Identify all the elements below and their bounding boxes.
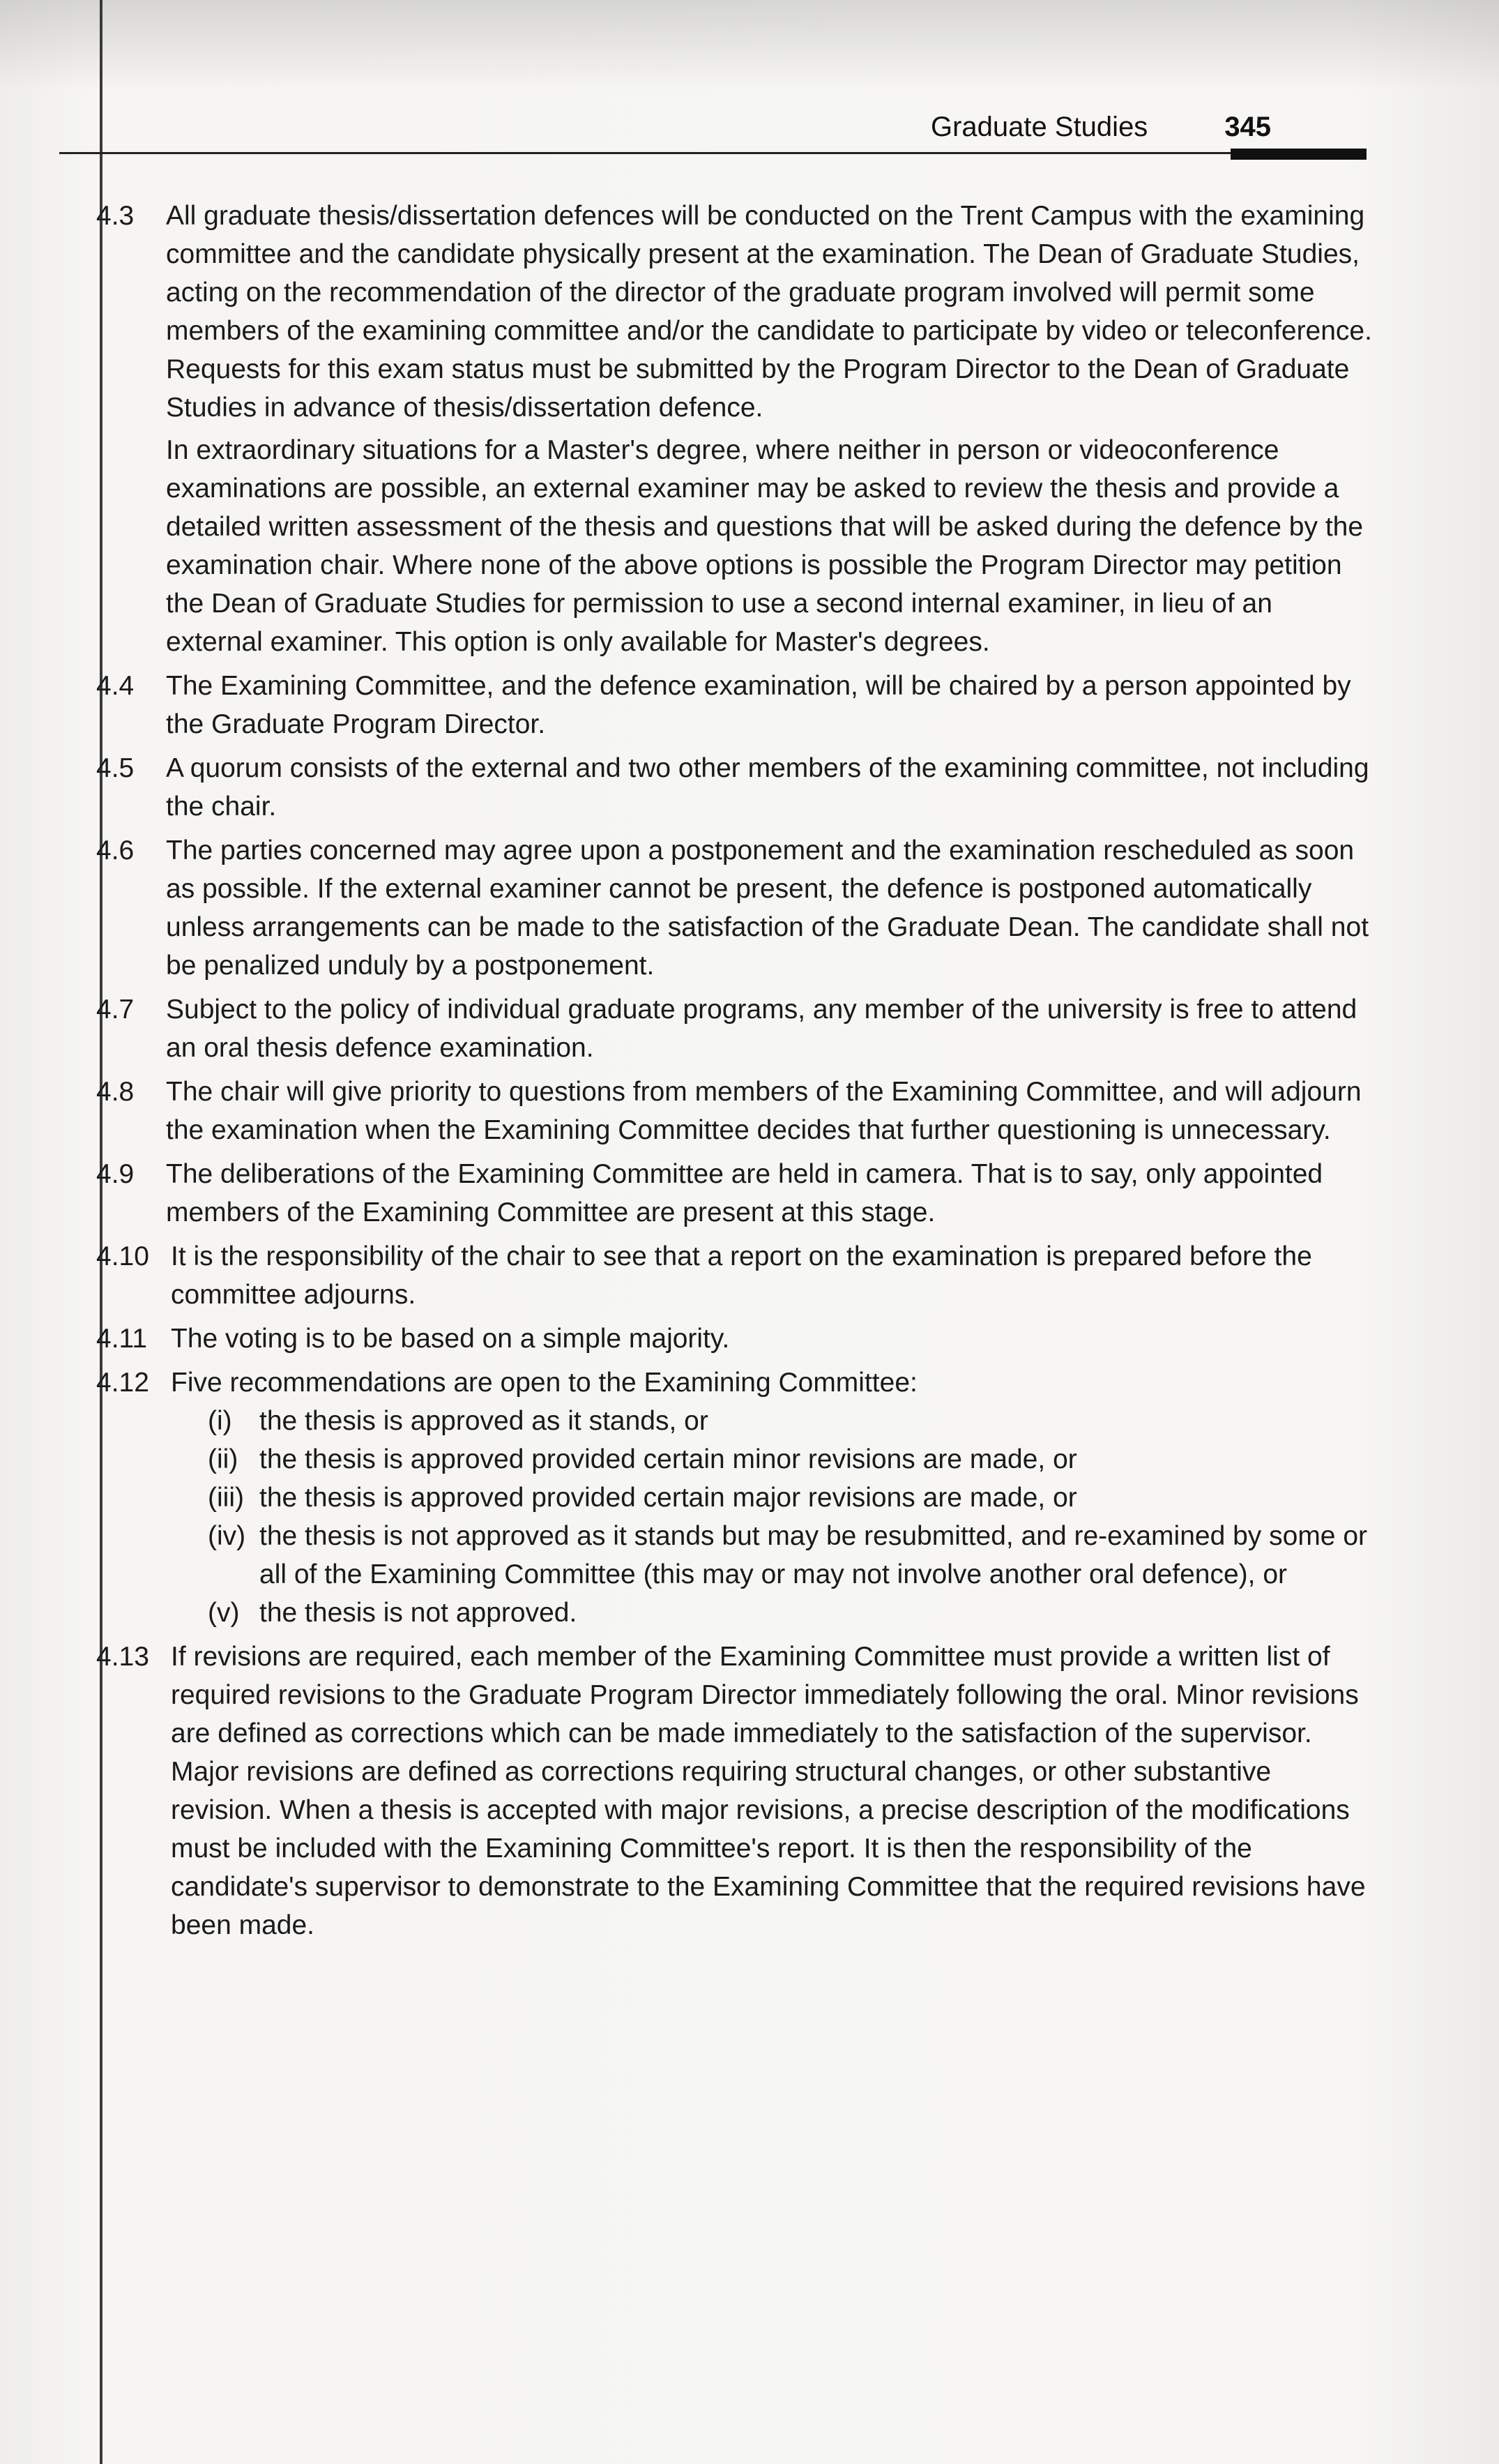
section-number: 4.9 <box>96 1159 135 1189</box>
option-text: the thesis is approved provided certain minor revisions are made, or <box>259 1444 1077 1474</box>
section-number: 4.13 <box>96 1642 149 1672</box>
recommendation-option <box>208 1440 1379 1479</box>
option-number: (v) <box>208 1598 240 1628</box>
page-number: 345 <box>1224 112 1272 142</box>
recommendation-option <box>208 1402 1379 1440</box>
section-text: A quorum consists of the external and two other members of the examining committee, not including the chair. <box>166 753 1369 822</box>
document-body <box>0 197 1499 1950</box>
recommendation-option <box>208 1594 1379 1632</box>
section-text: The voting is to be based on a simple majority. <box>171 1324 730 1354</box>
header-rule <box>59 152 1231 154</box>
section-number: 4.6 <box>96 836 135 866</box>
header-rule-accent <box>1231 149 1367 160</box>
section-text: The chair will give priority to questions from members of the Examining Committee, and will adjourn the examination when the Examining Committee decides that further questioning is unnecessary. <box>166 1077 1362 1145</box>
option-text: the thesis is approved as it stands, or <box>259 1406 708 1436</box>
section-number: 4.8 <box>96 1077 135 1107</box>
section-text: If revisions are required, each member of the Examining Committee must provide a written list of required revisions to the Graduate Program Director immediately following the oral. Minor revisions are defined as corrections which can be made immediately to the satisfaction of the supervisor. Major revisions are defined as corrections requiring structural changes, or other substantive revision. When a thesis is accepted with major revisions, a precise description of the modifications must be included with the Examining Committee's report. It is then the responsibility of the candidate's supervisor to demonstrate to the Examining Committee that the required revisions have been made. <box>171 1642 1366 1940</box>
recommendation-option <box>208 1517 1379 1594</box>
section-number: 4.12 <box>96 1368 149 1398</box>
running-header <box>931 112 1271 153</box>
section-number: 4.7 <box>96 995 135 1025</box>
option-number: (iv) <box>208 1521 246 1551</box>
option-number: (iii) <box>208 1483 244 1513</box>
section-extra-paragraph: In extraordinary situations for a Master's degree, where neither in person or videoconference examinations are possible, an external examiner may be asked to review the thesis and provide a detailed written assessment of the thesis and questions that will be asked during the defence by the examination chair. Where none of the above options is possible the Program Director may petition the Dean of Graduate Studies for permission to use a second internal examiner, in lieu of an external examiner. This option is only available for Master's degrees. <box>166 435 1364 657</box>
section-number: 4.3 <box>96 201 135 231</box>
section-number: 4.11 <box>96 1324 148 1354</box>
option-number: (ii) <box>208 1444 238 1474</box>
section-text: Five recommendations are open to the Examining Committee: <box>171 1368 918 1398</box>
section-text: The Examining Committee, and the defence examination, will be chaired by a person appointed by the Graduate Program Director. <box>166 671 1351 739</box>
section-4-4 <box>0 667 1499 743</box>
section-4-5 <box>0 749 1499 826</box>
section-4-3 <box>0 197 1499 661</box>
section-text: All graduate thesis/dissertation defences will be conducted on the Trent Campus with the examining committee and the candidate physically present at the examination. The Dean of Graduate Studies, acting on the recommendation of the director of the graduate program involved will permit some members of the examining committee and/or the candidate to participate by video or teleconference. Requests for this exam status must be submitted by the Program Director to the Dean of Graduate Studies in advance of thesis/dissertation defence. <box>166 201 1372 423</box>
section-number: 4.10 <box>96 1241 149 1271</box>
section-4-13 <box>0 1638 1499 1944</box>
recommendation-option <box>208 1479 1379 1517</box>
section-text: Subject to the policy of individual graduate programs, any member of the university is free to attend an oral thesis defence examination. <box>166 995 1357 1063</box>
section-4-12 <box>0 1363 1499 1632</box>
scan-shadow <box>0 0 1499 91</box>
section-number: 4.5 <box>96 753 135 783</box>
running-header-title: Graduate Studies <box>931 112 1148 142</box>
section-4-8 <box>0 1073 1499 1149</box>
option-text: the thesis is approved provided certain major revisions are made, or <box>259 1483 1077 1513</box>
section-4-10 <box>0 1237 1499 1314</box>
section-4-9 <box>0 1155 1499 1232</box>
option-text: the thesis is not approved as it stands but may be resubmitted, and re-examined by some or all of the Examining Committee (this may or may not involve another oral defence), or <box>259 1521 1368 1589</box>
section-4-11 <box>0 1320 1499 1358</box>
section-4-6 <box>0 831 1499 985</box>
section-number: 4.4 <box>96 671 135 701</box>
option-text: the thesis is not approved. <box>259 1598 577 1628</box>
section-4-7 <box>0 990 1499 1067</box>
option-number: (i) <box>208 1406 232 1436</box>
section-text: The deliberations of the Examining Committee are held in camera. That is to say, only appointed members of the Examining Committee are present at this stage. <box>166 1159 1323 1227</box>
section-text: It is the responsibility of the chair to see that a report on the examination is prepared before the committee adjourns. <box>171 1241 1312 1310</box>
section-text: The parties concerned may agree upon a postponement and the examination rescheduled as soon as possible. If the external examiner cannot be present, the defence is postponed automatically unless arrangements can be made to the satisfaction of the Graduate Dean. The candidate shall not be penalized unduly by a postponement. <box>166 836 1369 981</box>
